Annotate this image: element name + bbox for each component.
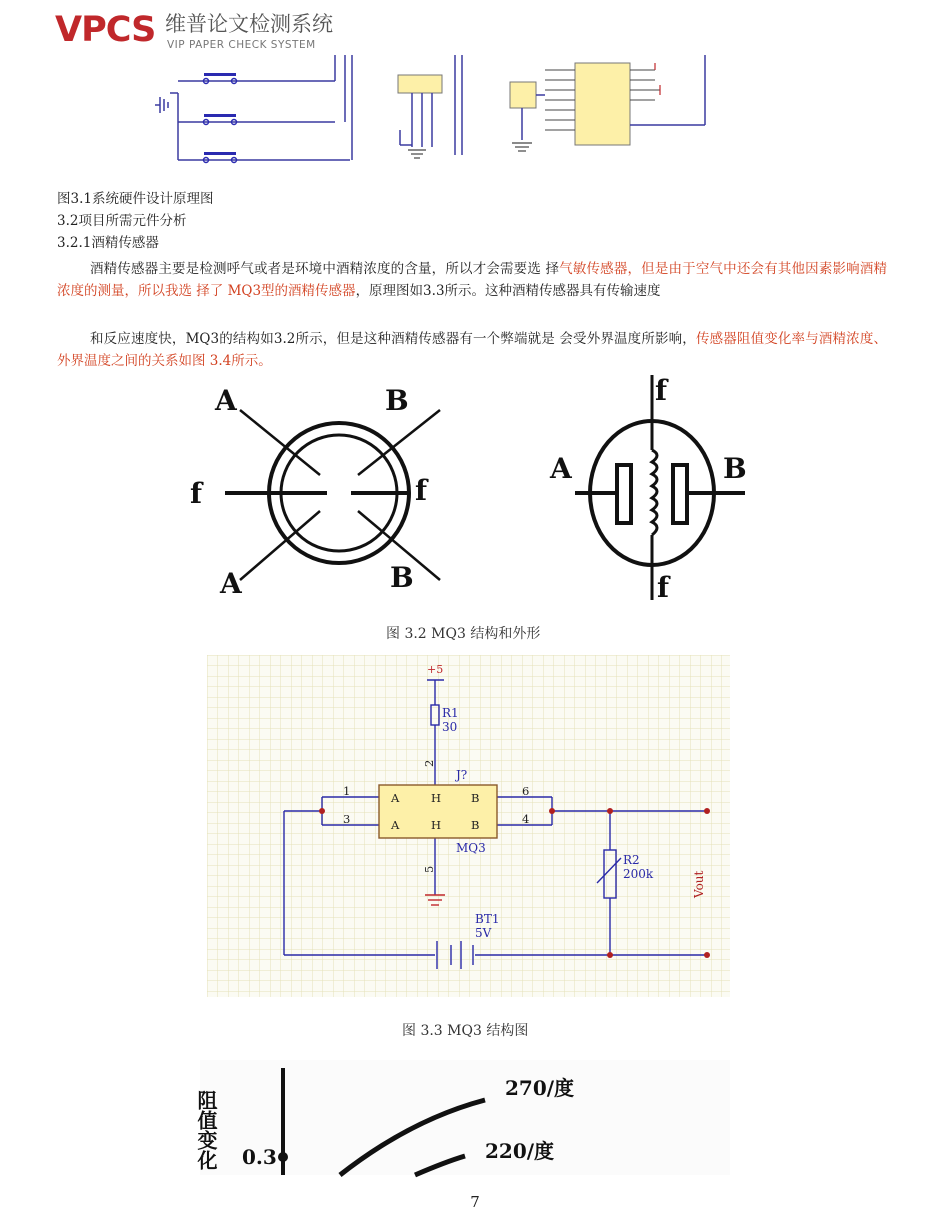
label-a-bottom: A (220, 567, 242, 600)
pin-number-4: 4 (522, 812, 530, 826)
pin-number-6: 6 (522, 784, 530, 798)
hardware-schematic-fragment (150, 55, 710, 165)
curve-label-270: 270/度 (505, 1076, 575, 1100)
graph-tick-0-3: 0.3 (242, 1145, 277, 1169)
figure-3-3-caption: 图 3.3 MQ3 结构图 (402, 1023, 529, 1039)
bt1-value: 5V (475, 926, 492, 940)
paragraph-2-text: 和反应速度快，MQ3的结构如3.2所示，但是这种酒精传感器有一个弊端就是 会受外界温度所影响， (90, 331, 696, 347)
pin-label-h2: H (431, 818, 442, 832)
paragraph-1-text-end: ，原理图如3.3所示。这种酒精传感器具有传输速度 (355, 283, 661, 299)
pin-label-b1: B (471, 791, 480, 805)
pin-label-b2: B (471, 818, 480, 832)
label-f-right: f (415, 474, 428, 507)
figure-3-3-mq3-circuit (207, 655, 730, 997)
label-f-bottom: f (657, 571, 670, 604)
r2-label: R2 (623, 853, 640, 867)
pin-number-3: 3 (343, 812, 351, 826)
vout-label: Vout (692, 870, 706, 898)
page-number: 7 (470, 1193, 480, 1211)
pin-label-a1: A (391, 791, 400, 805)
label-b-bottom: B (390, 561, 414, 594)
pin-label-a2: A (391, 818, 400, 832)
supply-label: +5 (427, 663, 444, 676)
pin-number-2: 2 (422, 759, 436, 767)
pin-number-5: 5 (422, 865, 436, 873)
figure-3-1-caption: 图3.1系统硬件设计原理图 (57, 191, 214, 207)
component-mq3: MQ3 (456, 841, 486, 855)
pin-number-1: 1 (343, 784, 351, 798)
r1-value: 30 (442, 720, 458, 734)
curve-label-220: 220/度 (485, 1139, 555, 1163)
paragraph-2-highlight: 传感器阻值变化率与酒精浓度、外界温度之间的关系如图 3.4所示。 (57, 331, 887, 369)
label-f-top: f (655, 374, 668, 407)
figure-3-2-mq3-structure (185, 375, 750, 605)
figure-3-2-caption: 图 3.2 MQ3 结构和外形 (386, 626, 541, 642)
logo-system-name-cn: 维普论文检测系统 (165, 12, 333, 36)
label-b-top: B (385, 384, 409, 417)
r1-label: R1 (442, 706, 459, 720)
logo-mark: VPCS (55, 10, 156, 50)
bt1-label: BT1 (475, 912, 500, 926)
paragraph-1 (57, 258, 887, 302)
graph-ylabel: 阻值变化 (194, 1090, 218, 1170)
section-heading-3-2-1: 3.2.1酒精传感器 (57, 235, 159, 251)
header-logo (55, 10, 355, 56)
logo-system-name-en: VIP PAPER CHECK SYSTEM (167, 39, 316, 51)
section-heading-3-2: 3.2项目所需元件分析 (57, 213, 187, 229)
paragraph-1-text: 酒精传感器主要是检测呼气或者是环境中酒精浓度的含量，所以才会需要选 择 (90, 261, 560, 277)
label-f-left: f (190, 477, 203, 510)
pin-label-h1: H (431, 791, 442, 805)
figure-3-4-partial-graph (194, 1060, 730, 1175)
label-b-side: B (723, 452, 747, 485)
paragraph-2 (57, 328, 887, 372)
paragraph-1-highlight: 气敏传感器，但是由于空气中还会有其他因素影响酒精浓度的测量，所以我选 择了 MQ3型的酒精传感器 (57, 261, 888, 299)
label-a-side: A (550, 452, 572, 485)
label-a-top: A (215, 384, 237, 417)
component-jq: J? (456, 768, 468, 782)
r2-value: 200k (623, 867, 654, 881)
